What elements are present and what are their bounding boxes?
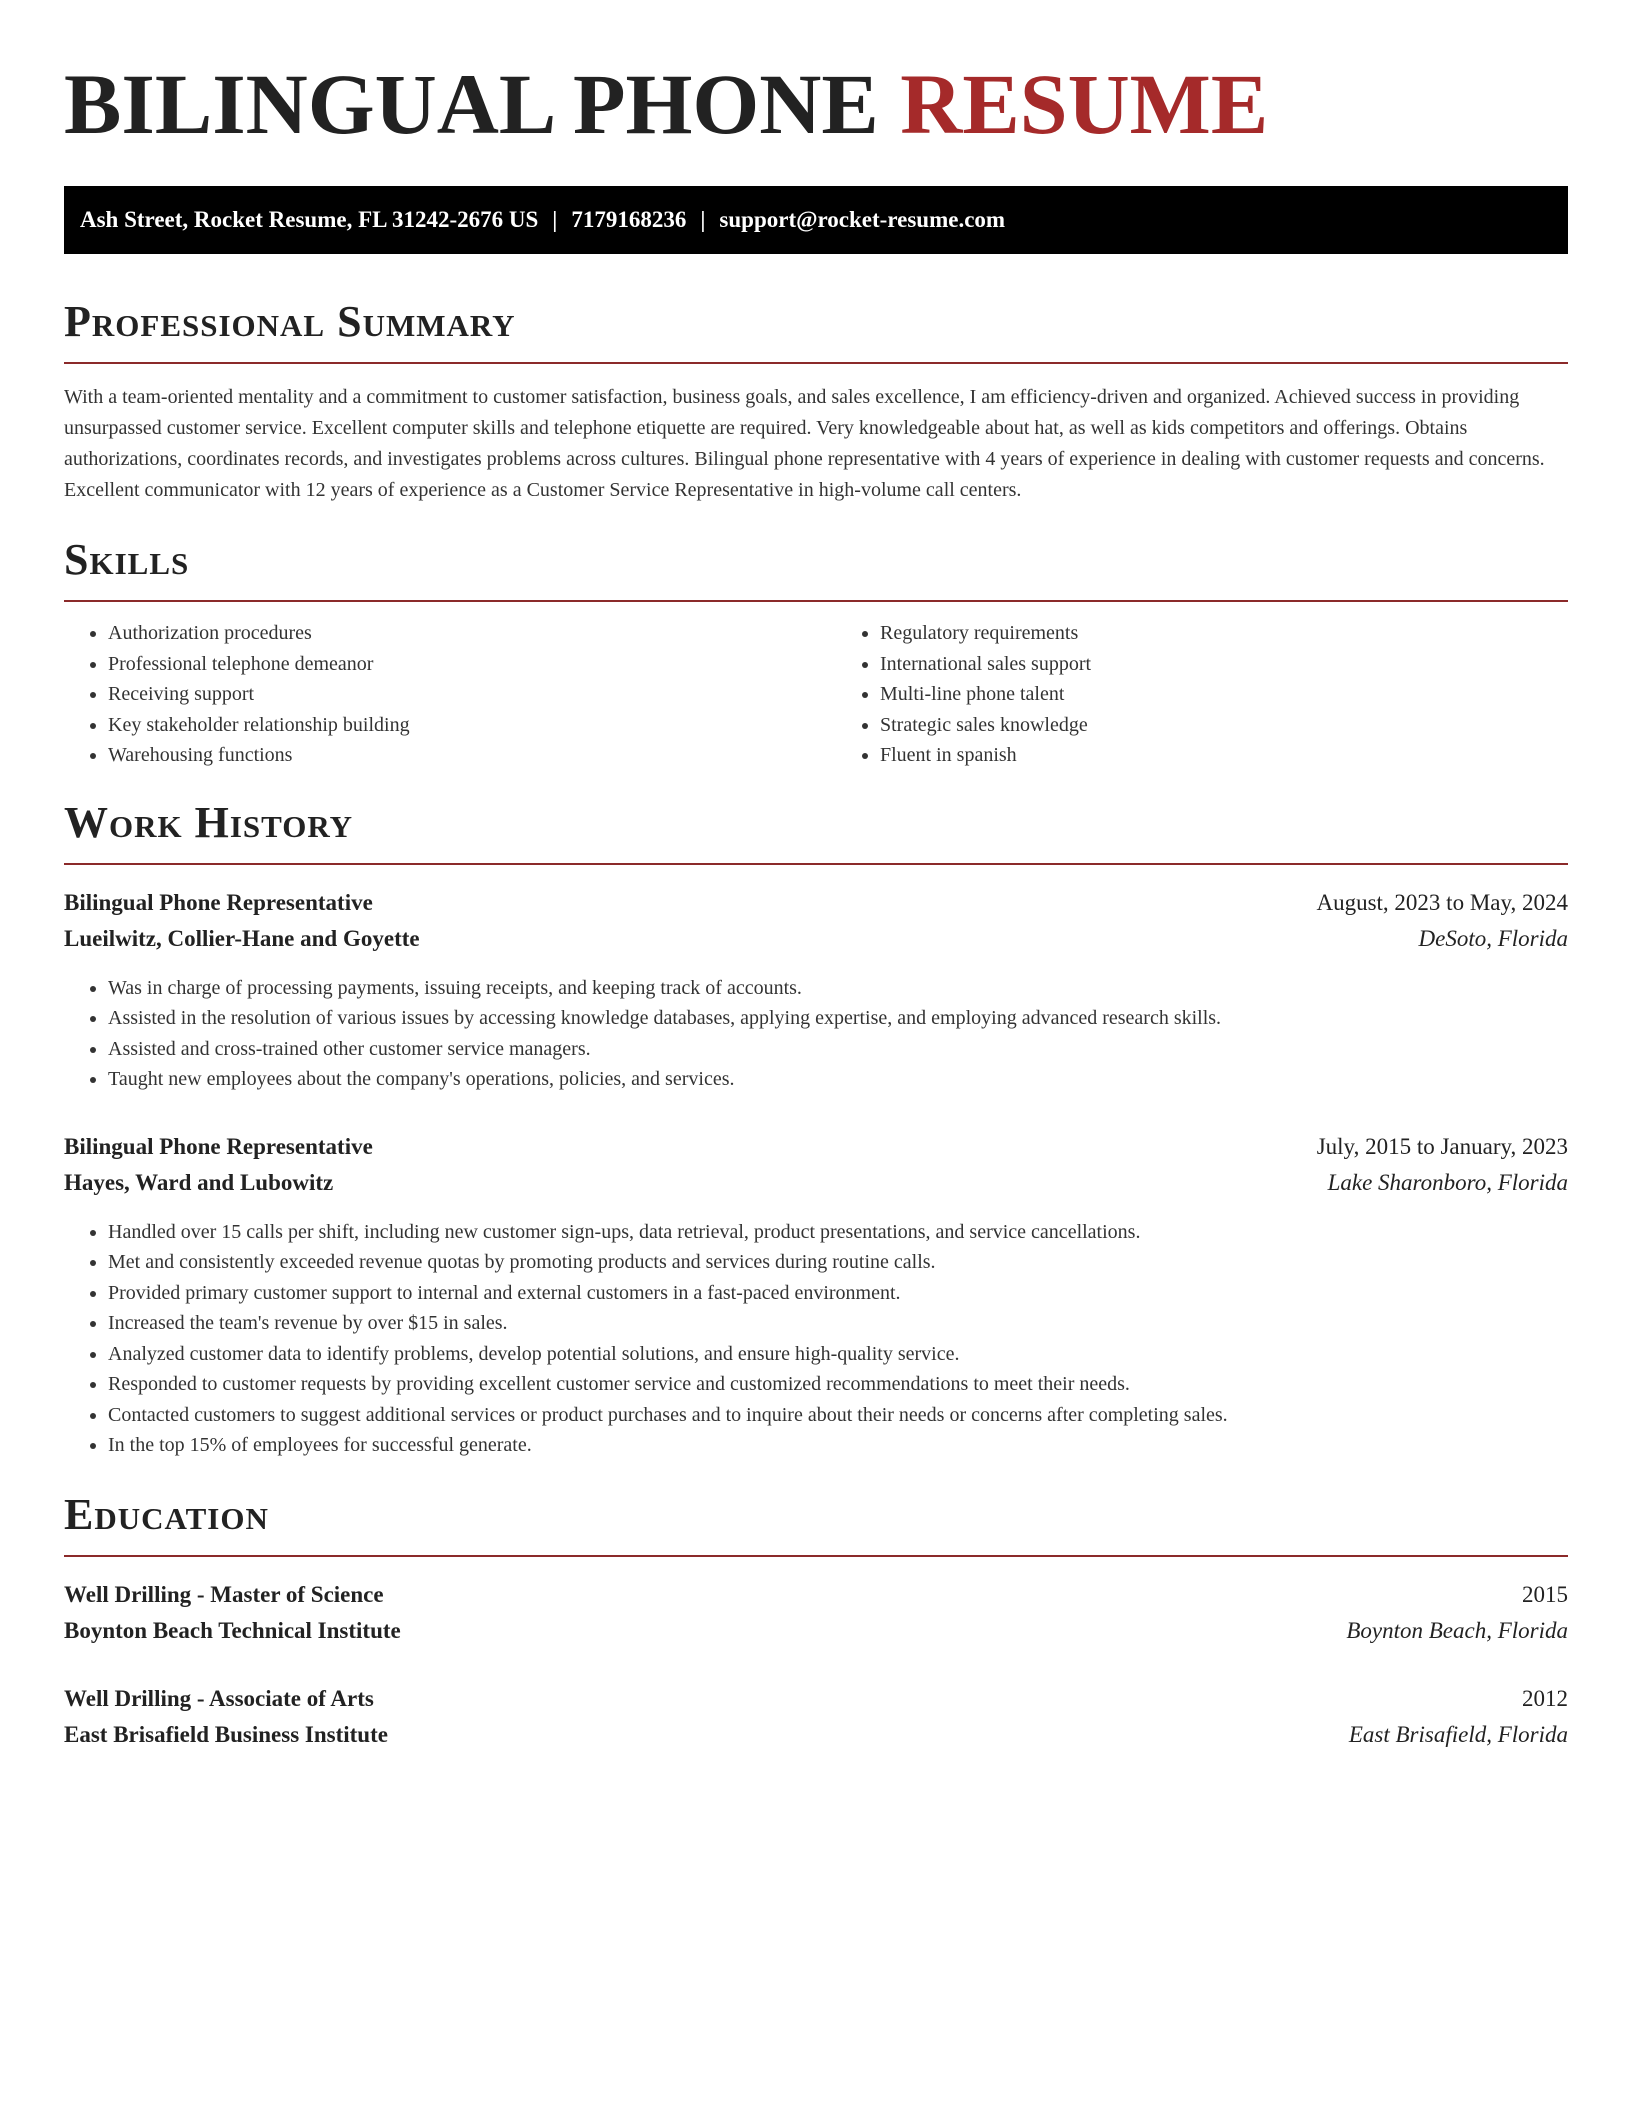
job-bullet: • Analyzed customer data to identify problems, develop potential solutions, and ensure high-quality service. bbox=[108, 1339, 1568, 1370]
skill-item: • Key stakeholder relationship building bbox=[108, 710, 796, 741]
job-dates: August, 2023 to May, 2024 bbox=[1316, 889, 1568, 915]
work-heading: Work History bbox=[64, 797, 1568, 865]
job-bullet: • Contacted customers to suggest additional services or product purchases and to inquire about their needs or concerns after completing sales. bbox=[108, 1400, 1568, 1431]
contact-phone: 7179168236 bbox=[571, 207, 687, 232]
job-company-row bbox=[64, 921, 1568, 957]
education-degree-row bbox=[64, 1681, 1568, 1717]
skill-item: • Professional telephone demeanor bbox=[108, 649, 796, 680]
skill-item: • Warehousing functions bbox=[108, 740, 796, 771]
job-company: Lueilwitz, Collier-Hane and Goyette bbox=[64, 925, 420, 951]
skills-list-right bbox=[836, 618, 1568, 771]
summary-heading: Professional Summary bbox=[64, 296, 1568, 364]
job-bullets bbox=[64, 1217, 1568, 1461]
contact-email: support@rocket-resume.com bbox=[719, 207, 1006, 232]
skill-item: • Receiving support bbox=[108, 679, 796, 710]
education-entry bbox=[64, 1681, 1568, 1753]
skills-grid bbox=[64, 618, 1568, 771]
job-dates: July, 2015 to January, 2023 bbox=[1316, 1133, 1568, 1159]
job-bullet: • Was in charge of processing payments, issuing receipts, and keeping track of accounts. bbox=[108, 973, 1568, 1004]
education-school: East Brisafield Business Institute bbox=[64, 1721, 388, 1747]
skill-item: • Regulatory requirements bbox=[880, 618, 1568, 649]
skill-item: • Strategic sales knowledge bbox=[880, 710, 1568, 741]
skills-list-left bbox=[64, 618, 796, 771]
education-heading: Education bbox=[64, 1489, 1568, 1557]
job-location: DeSoto, Florida bbox=[1418, 925, 1568, 951]
job-title-row bbox=[64, 1129, 1568, 1165]
job-entry bbox=[64, 1129, 1568, 1461]
job-bullet: • Responded to customer requests by providing excellent customer service and customized recommendations to meet their needs. bbox=[108, 1369, 1568, 1400]
job-entry bbox=[64, 885, 1568, 1095]
title-accent: RESUME bbox=[900, 56, 1269, 152]
skills-heading: Skills bbox=[64, 534, 1568, 602]
education-school: Boynton Beach Technical Institute bbox=[64, 1617, 401, 1643]
education-location: Boynton Beach, Florida bbox=[1346, 1617, 1568, 1643]
education-degree-row bbox=[64, 1577, 1568, 1613]
job-bullet: • Increased the team's revenue by over $15 in sales. bbox=[108, 1308, 1568, 1339]
job-bullet: • In the top 15% of employees for successful generate. bbox=[108, 1430, 1568, 1461]
job-bullet: • Met and consistently exceeded revenue quotas by promoting products and services during routine calls. bbox=[108, 1247, 1568, 1278]
job-bullets bbox=[64, 973, 1568, 1095]
education-school-row bbox=[64, 1613, 1568, 1649]
job-title-row bbox=[64, 885, 1568, 921]
contact-separator: | bbox=[552, 207, 558, 232]
job-company: Hayes, Ward and Lubowitz bbox=[64, 1169, 334, 1195]
education-degree: Well Drilling - Master of Science bbox=[64, 1581, 384, 1607]
education-year: 2015 bbox=[1522, 1581, 1568, 1607]
contact-separator: | bbox=[700, 207, 706, 232]
skill-item: • Multi-line phone talent bbox=[880, 679, 1568, 710]
education-location: East Brisafield, Florida bbox=[1348, 1721, 1568, 1747]
job-company-row bbox=[64, 1165, 1568, 1201]
summary-text: With a team-oriented mentality and a commitment to customer satisfaction, business goals, and sales excellence, I am efficiency-driven and organized. Achieved success in providing unsurpassed customer service. Excellent computer skills and telephone etiquette are required. Very knowledgeable about hat, as well as kids competitors and offerings. Obtains authorizations, coordinates records, and investigates problems across cultures. Bilingual phone representative with 4 years of experience in dealing with customer requests and concerns. Excellent communicator with 12 years of experience as a Customer Service Representative in high-volume call centers. bbox=[64, 386, 1545, 501]
contact-bar bbox=[64, 186, 1568, 254]
education-degree: Well Drilling - Associate of Arts bbox=[64, 1685, 374, 1711]
job-bullet: • Taught new employees about the company's operations, policies, and services. bbox=[108, 1064, 1568, 1095]
job-bullet: • Assisted in the resolution of various issues by accessing knowledge databases, applying expertise, and employing advanced research skills. bbox=[108, 1003, 1568, 1034]
job-location: Lake Sharonboro, Florida bbox=[1327, 1169, 1568, 1195]
education-school-row bbox=[64, 1717, 1568, 1753]
skill-item: • Fluent in spanish bbox=[880, 740, 1568, 771]
job-title: Bilingual Phone Representative bbox=[64, 1133, 373, 1159]
job-bullet: • Assisted and cross-trained other customer service managers. bbox=[108, 1034, 1568, 1065]
education-entry bbox=[64, 1577, 1568, 1649]
job-bullet: • Provided primary customer support to internal and external customers in a fast-paced environment. bbox=[108, 1278, 1568, 1309]
contact-address: Ash Street, Rocket Resume, FL 31242-2676 US bbox=[80, 207, 539, 232]
title-main: BILINGUAL PHONE bbox=[64, 56, 879, 152]
education-year: 2012 bbox=[1522, 1685, 1568, 1711]
skill-item: • Authorization procedures bbox=[108, 618, 796, 649]
resume-title bbox=[64, 56, 1568, 152]
job-title: Bilingual Phone Representative bbox=[64, 889, 373, 915]
skill-item: • International sales support bbox=[880, 649, 1568, 680]
job-bullet: • Handled over 15 calls per shift, including new customer sign-ups, data retrieval, product presentations, and service cancellations. bbox=[108, 1217, 1568, 1248]
